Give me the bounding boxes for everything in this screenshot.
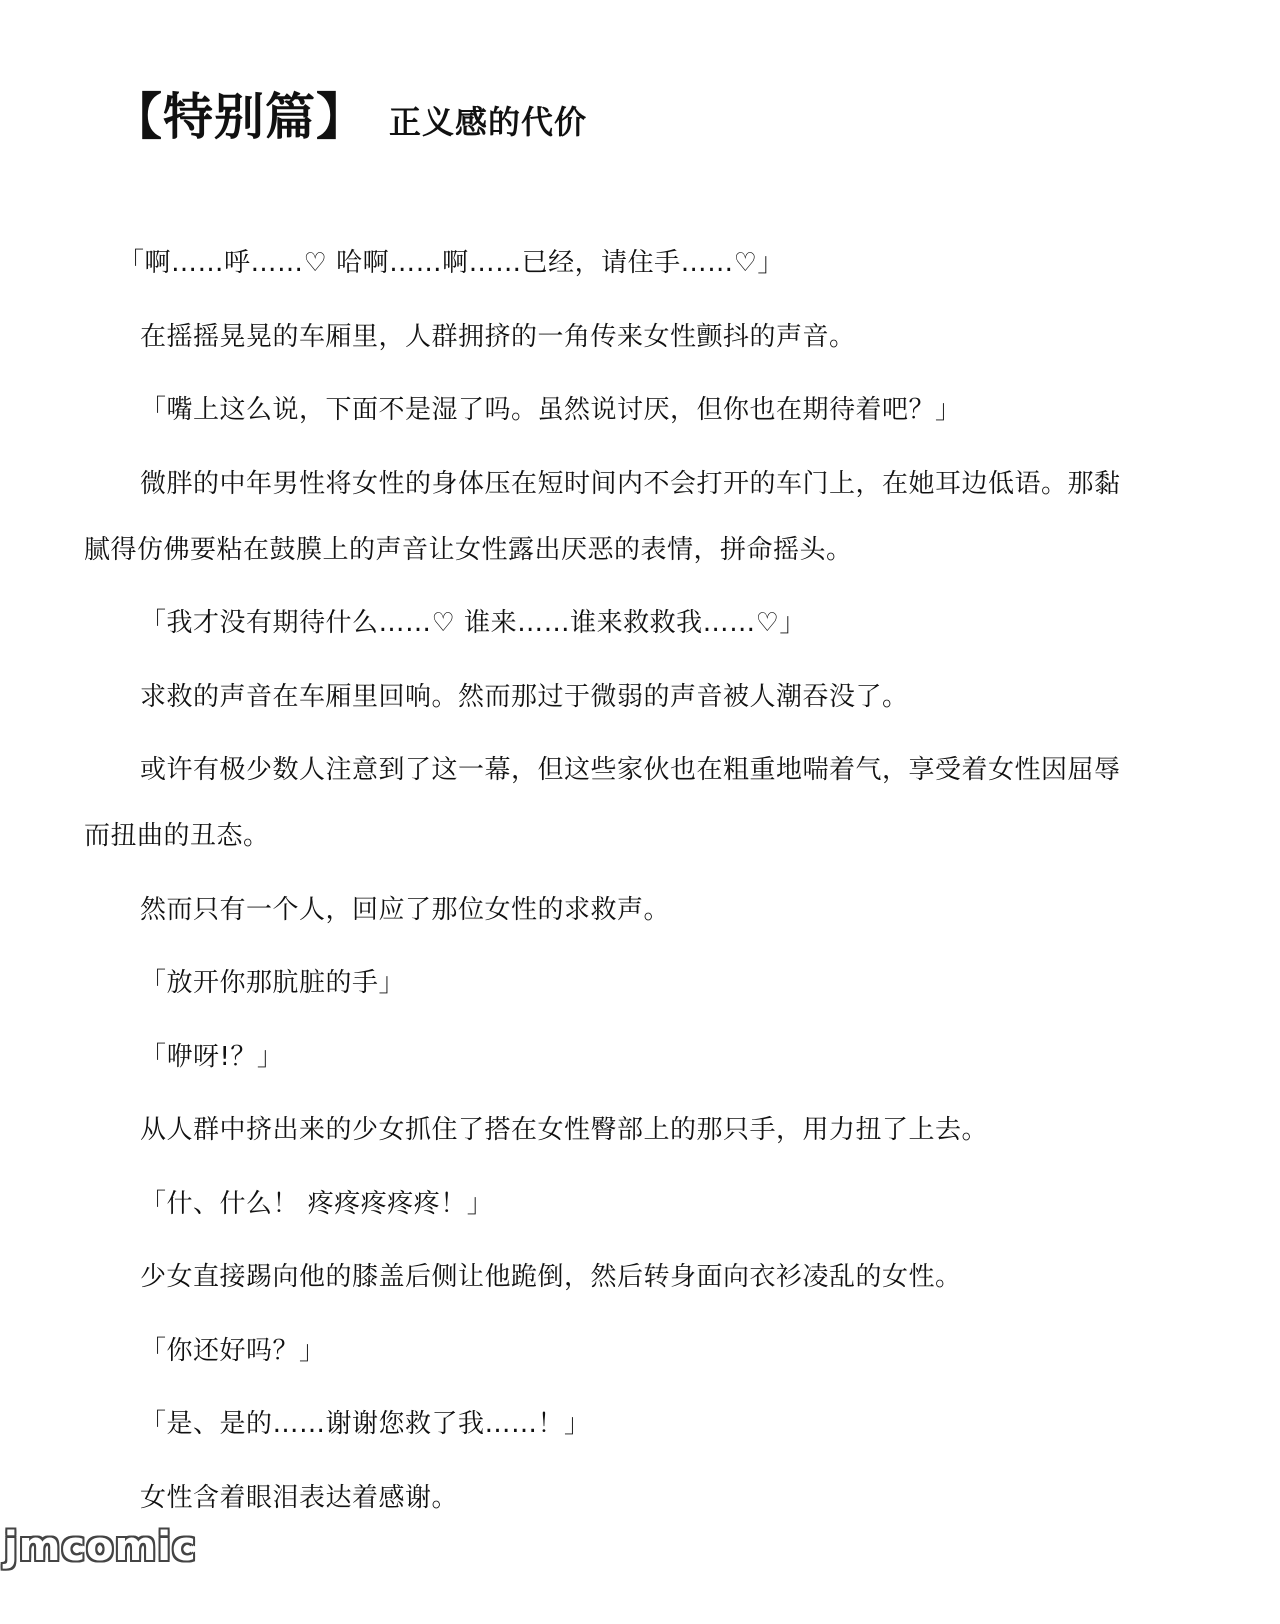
text-line: 女性含着眼泪表达着感谢。 (140, 1483, 459, 1513)
text-line: 「咿呀!？」 (140, 1042, 284, 1072)
text-line: 在摇摇晃晃的车厢里，人群拥挤的一角传来女性颤抖的声音。 (140, 322, 856, 352)
text-line: 「什、什么！ 疼疼疼疼疼！」 (140, 1189, 494, 1219)
text-line: 「啊……呼……♡ 哈啊……啊……已经，请住手……♡」 (118, 248, 784, 278)
chapter-title-main: 【特别篇】 (112, 88, 367, 146)
text-line: 求救的声音在车厢里回响。然而那过于微弱的声音被人潮吞没了。 (140, 682, 909, 712)
text-line: 「我才没有期待什么……♡ 谁来……谁来救救我……♡」 (140, 608, 806, 638)
text-line: 「嘴上这么说，下面不是湿了吗。虽然说讨厌，但你也在期待着吧？」 (140, 395, 962, 425)
text-line: 「放开你那肮脏的手」 (140, 968, 406, 998)
chapter-title-sub: 正义感的代价 (389, 103, 588, 141)
text-line: 「是、是的……谢谢您救了我……！」 (140, 1409, 591, 1439)
text-line: 而扭曲的丑态。 (84, 821, 270, 851)
text-line: 从人群中挤出来的少女抓住了搭在女性臀部上的那只手，用力扭了上去。 (140, 1115, 989, 1145)
text-line: 「你还好吗？」 (140, 1336, 326, 1366)
text-line: 然而只有一个人，回应了那位女性的求救声。 (140, 895, 671, 925)
text-line: 或许有极少数人注意到了这一幕，但这些家伙也在粗重地喘着气，享受着女性因屈辱 (140, 755, 1121, 785)
text-line: 腻得仿佛要粘在鼓膜上的声音让女性露出厌恶的表情，拼命摇头。 (84, 535, 853, 565)
watermark-logo: jmcomic (4, 1524, 197, 1570)
text-line: 少女直接踢向他的膝盖后侧让他跪倒，然后转身面向衣衫凌乱的女性。 (140, 1262, 962, 1292)
text-line: 微胖的中年男性将女性的身体压在短时间内不会打开的车门上，在她耳边低语。那黏 (140, 469, 1121, 499)
